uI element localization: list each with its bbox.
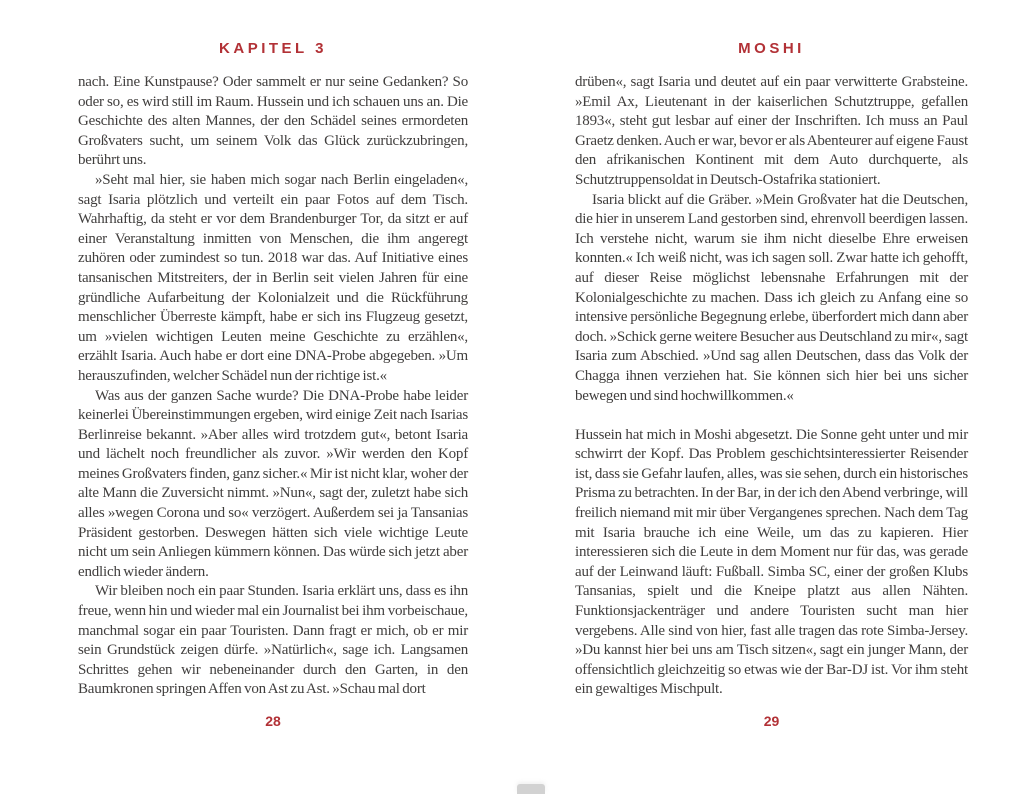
bottom-scroll-handle[interactable]	[517, 784, 545, 794]
page-number-left: 28	[265, 713, 281, 729]
paragraph: drüben«, sagt Isaria und deutet auf ein paar verwitterte Grabsteine. »Emil Ax, Lieutenant in der kaiserlichen Schutztruppe, gefallen 1893«, steht gut lesbar auf einer der Inschriften. Ich muss an Paul Graetz denken. Auch er war, bevor er als Abenteurer auf eigene Faust den afrikanischen Kontinent mit dem Auto durchquerte, als Schutztruppensoldat in Deutsch-Ostafrika stationiert.	[575, 74, 968, 188]
page-number-right: 29	[763, 713, 780, 729]
page-text-right	[575, 73, 968, 700]
page-right	[575, 0, 968, 791]
paragraph: Was aus der ganzen Sache wurde? Die DNA-Probe habe leider keinerlei Übereinstimmungen ergeben, wird einige Zeit nach Isarias Berlinreise bekannt. »Aber alles wird trotzdem gut«, betont Isaria und lächelt noch freundlicher als zuvor. »Wir werden den Kopf meines Großvaters finden, ganz sicher.« Mir ist nicht klar, woher der alte Mann die Zuversicht nimmt. »Nun«, sagt der, zuletzt habe sich alles »wegen Corona und so« verzögert. Außerdem sei ja Tansanias Präsident gestorben. Deswegen hätten sich viele wichtige Leute nicht um sein Anliegen kümmern können. Das würde sich jetzt aber endlich wieder ändern.	[78, 387, 468, 580]
page-left	[78, 0, 468, 791]
paragraph: Wir bleiben noch ein paar Stunden. Isaria erklärt uns, dass es ihn freue, wenn hin und wieder mal ein Journalist bei ihm vorbeischaue, manchmal sogar ein paar Touristen. Dann fragt er mich, ob er mir sein Grundstück zeigen dürfe. »Natürlich«, sage ich. Langsamen Schrittes gehen wir nebeneinander durch den Garten, in den Baumkronen springen Affen von Ast zu Ast. »Schau mal dort	[78, 583, 468, 698]
paragraph: Isaria blickt auf die Gräber. »Mein Großvater hat die Deutschen, die hier in unserem Land gestorben sind, ehrenvoll beerdigen lassen. Ich verstehe nicht, warum sie ihm nicht dieselbe Ehre erweisen konnten.« Ich weiß nicht, was ich sagen soll. Zwar hatte ich gehofft, auf dieser Reise möglichst lebensnahe Erfahrungen mit der Kolonialgeschichte zu machen. Dass ich gleich zu Anfang eine so intensive persönliche Begegnung erlebe, überfordert mich dann aber doch. »Schick gerne weitere Besucher aus Deutschland zu mir«, sagt Isaria zum Abschied. »Und sag allen Deutschen, dass das Volk der Chagga ihnen verziehen hat. Sie können sich hier bei uns sicher bewegen und sind hochwillkommen.«	[575, 191, 968, 404]
paragraph: »Seht mal hier, sie haben mich sogar nach Berlin eingeladen«, sagt Isaria plötzlich und verteilt ein paar Fotos auf dem Tisch. Wahrhaftig, da steht er vor dem Brandenburger Tor, da sitzt er auf einer Veranstaltung inmitten von Menschen, die ihm angeregt zuhören oder zumindest so tun. 2018 war das. Auf Initiative eines tansanischen Mitstreiters, der in Berlin seit vielen Jahren für eine gründliche Aufarbeitung der Kolonialzeit und die Rückführung menschlicher Überreste kämpft, habe er sich ins Flugzeug gesetzt, um »vielen wichtigen Leuten meine Geschichte zu erzählen«, erzählt Isaria. Auch habe er dort eine DNA-Probe abgegeben. »Um herauszufinden, welcher Schädel nun der richtige ist.«	[78, 171, 468, 384]
paragraph: nach. Eine Kunstpause? Oder sammelt er nur seine Gedanken? So oder so, es wird still im Raum. Hussein und ich schauen uns an. Die Geschichte des alten Mannes, der den Schädel seines ermordeten Großvaters sucht, um seinem Volk das Glück zurückzubringen, berührt uns.	[78, 74, 468, 169]
chapter-running-head: KAPITEL 3	[219, 40, 327, 57]
section-running-head: MOSHI	[738, 40, 805, 57]
page-text-left	[78, 73, 468, 700]
paragraph: Hussein hat mich in Moshi abgesetzt. Die Sonne geht unter und mir schwirrt der Kopf. Das Problem geschichtsinteressierter Reisender ist, dass sie Gefahr laufen, alles, was sie sehen, durch ein historisches Prisma zu betrachten. In der Bar, in der ich den Abend verbringe, will freilich niemand mit mir über Vergangenes sprechen. Nach dem Tag mit Isaria brauche ich eine Weile, um das zu kapieren. Hier interessieren sich die Leute in dem Moment nur für das, was gerade auf der Leinwand läuft: Fußball. Simba SC, einer der großen Klubs Tansanias, spielt und die Kneipe platzt aus allen Nähten. Funktionsjackenträger und andere Touristen sucht man hier vergebens. Alle sind von hier, fast alle tragen das rote Simba-Jersey. »Du kannst hier bei uns am Tisch sitzen«, sagt ein junger Mann, der offensichtlich gleichzeitig so etwas wie der Bar-DJ ist. Vor ihm steht ein gewaltiges Mischpult.	[575, 426, 968, 698]
